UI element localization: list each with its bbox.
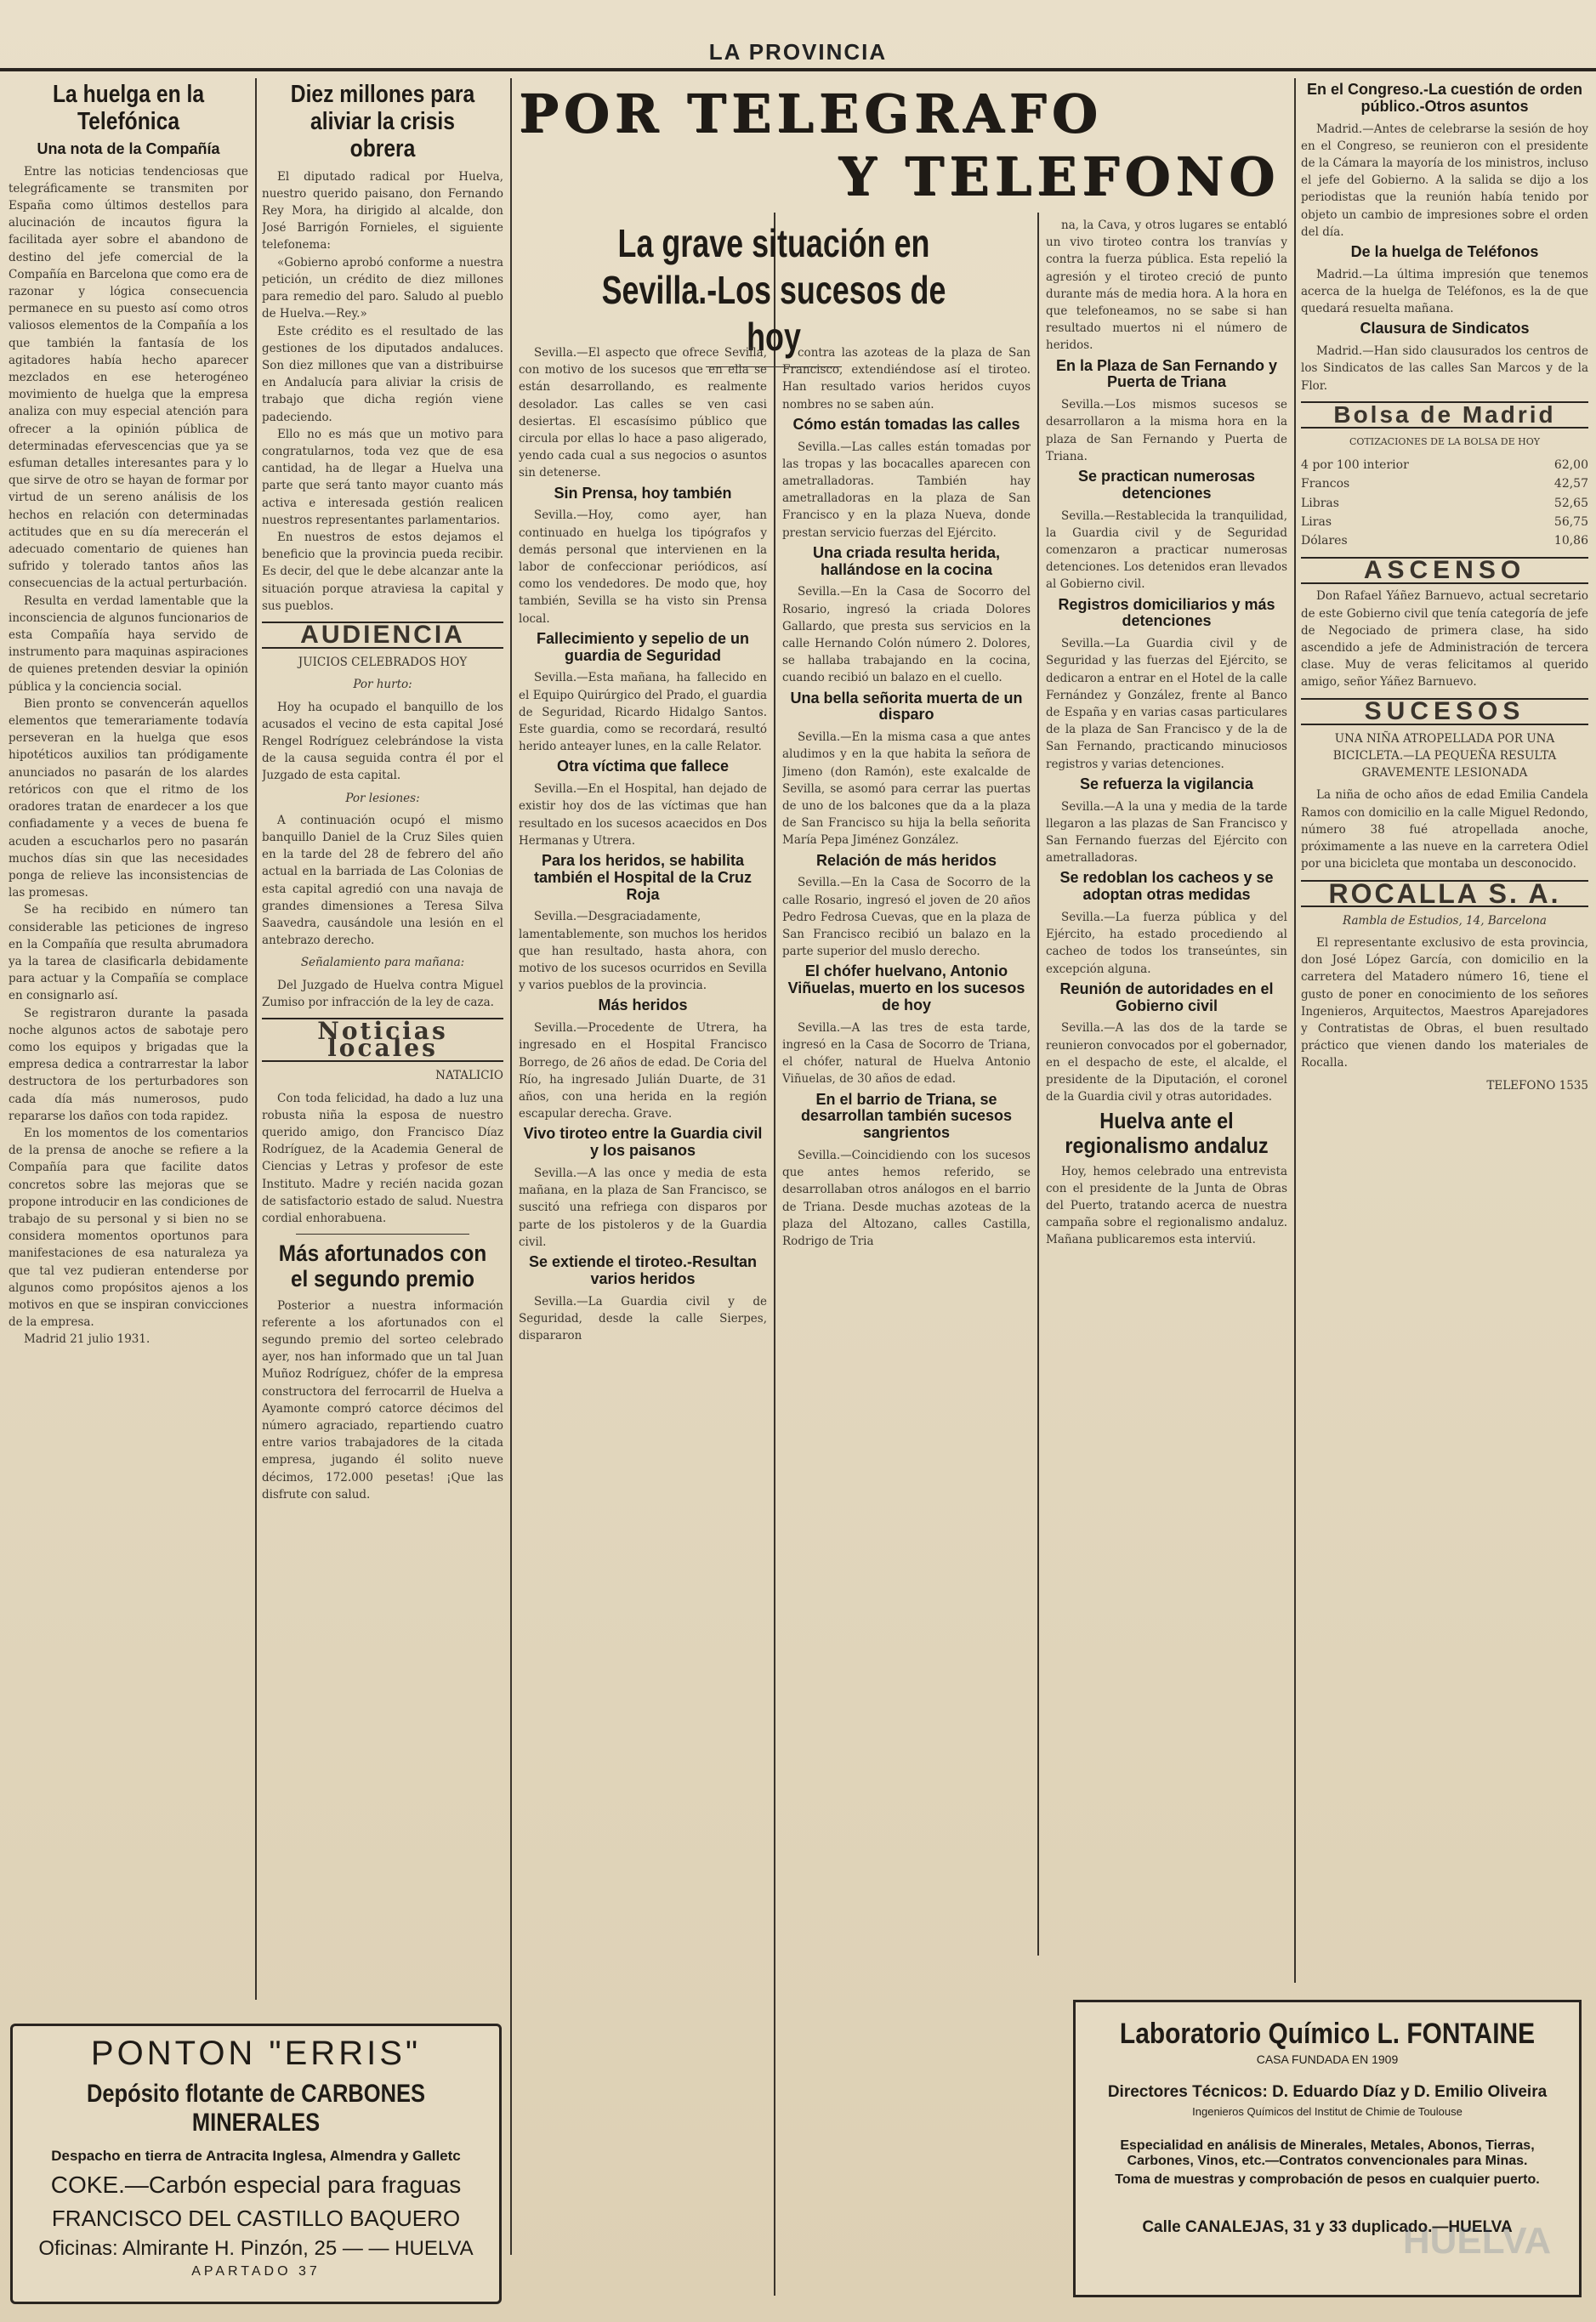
paragraph: Sevilla.—La Guardia civil y de Seguridad, desde la calle Sierpes, dispararon — [519, 1294, 767, 1343]
paragraph: Sevilla.—Coincidiendo con los sucesos que antes hemos referido, se desarrollaban otros análogos en el barrio de Triana. Desde muchas azoteas de la plaza del Altozano, calles Castilla, Rodrigo de Tria — [782, 1149, 1031, 1249]
column-divider — [774, 213, 775, 2296]
headline-premio: Más afortunados con el segundo premio — [278, 1240, 487, 1292]
subhead: En el Congreso.-La cuestión de orden público.-Otros asuntos — [1306, 81, 1583, 115]
paragraph: El representante exclusivo de esta provincia, don José López García, con domicilio en la carretera del Matadero número 16, tiene el gusto de poner en conocimiento de los señores Ingenieros, Arquitectos, Maestros Aparejadores y Contratistas de Obras, el buen resultado práctico que vienen dando los materiales de Rocalla. — [1301, 935, 1588, 1070]
quote-label: Libras — [1301, 496, 1339, 510]
divider — [296, 1234, 469, 1235]
paragraph: Resulta en verdad lamentable que la inconsciencia de algunos funcionarios de esta Compañía haya servido de instrumento para maquinas aspiraciones de quienes pretenden desviar la opinión pública y la conciencia social. — [9, 593, 248, 694]
subhead: Otra víctima que fallece — [556, 758, 730, 775]
subhead: Reunión de autoridades en el Gobierno civil — [1059, 979, 1274, 1014]
quote-value: 62,00 — [1553, 458, 1588, 473]
paragraph: Sevilla.—La fuerza pública y del Ejército, ha estado procediendo al cacheo de todos los transeúntes, sin excepción alguna. — [1046, 911, 1287, 976]
paragraph: Sevilla.—Procedente de Utrera, ha ingresado en el Hospital Francisco Borrego, de 26 años de edad. De Coria del Río, ha ingresado Julián Duarte, de 31 años, con una herida en la región escapular derecha. Grave. — [519, 1021, 767, 1121]
subhead: En la Plaza de San Fernando y Puerta de Triana — [1055, 356, 1278, 391]
table-row — [1301, 456, 1588, 474]
paragraph: Sevilla.—En el Hospital, han dejado de existir hoy dos de las víctimas que han resultado en los sucesos acaecidos en Dos Hermanas y Utrera. — [519, 782, 767, 848]
subhead: El chófer huelvano, Antonio Viñuelas, muerto en los sucesos de hoy — [787, 962, 1025, 1014]
quote-value: 10,86 — [1553, 534, 1588, 548]
dateline: Madrid 21 julio 1931. — [24, 1332, 151, 1347]
quote-label: Francos — [1301, 477, 1350, 491]
subhead: Sin Prensa, hoy también — [554, 484, 732, 502]
column-divider — [510, 78, 512, 2255]
library-watermark: HUELVA — [1402, 2220, 1552, 2262]
subhead: Registros domiciliarios y más detenciones — [1058, 595, 1275, 630]
paragraph: Madrid.—Antes de celebrarse la sesión de hoy en el Congreso, se reunieron con el presidente de la Cámara la mayoría de los ministros, incluso el jefe del Gobierno. A la salida se dijo a los periodistas que la reunión había tenido por objeto un cambio de impresiones sobre el orden del día. — [1301, 122, 1588, 239]
paragraph: Madrid.—La última impresión que tenemos acerca de la huelga de Teléfonos, es la de que quedará resuelta mañana. — [1301, 267, 1588, 316]
paragraph: Posterior a nuestra información referente a los afortunados con el segundo premio del sorteo celebrado ayer, nos han informado que un tal Juan Muñoz Rodríguez, chófer de la empresa constructora del ferrocarril de Huelva a Ayamonte compró catorce décimos del número agraciado, repartiendo cuatro entre varios trabajadores de la citada empresa, jugando él solito nueve décimos, 172.000 pesetas! ¡Que las disfrute con salud. — [262, 1298, 503, 1502]
subhead: Clausura de Sindicatos — [1360, 320, 1530, 338]
paragraph: Sevilla.—A las dos de la tarde se reunieron convocados por el gobernador, en el despacho de este, el alcalde, el presidente de la Diputación, el coronel de la Guardia civil y otras autoridades. — [1046, 1021, 1287, 1104]
natalicio-subtitle: NATALICIO — [435, 1069, 503, 1083]
paragraph: Sevilla.—A la una y media de la tarde llegaron a las plazas de San Francisco y San Fernando fuerzas del Ejército con ametralladoras. — [1046, 799, 1287, 866]
rocalla-phone: TELEFONO 1535 — [1486, 1078, 1588, 1093]
subhead: Más heridos — [598, 996, 688, 1014]
section-ascenso: ASCENSO — [1301, 557, 1588, 584]
ad-line: CASA FUNDADA EN 1909 — [1256, 2052, 1399, 2066]
bolsa-table — [1301, 456, 1588, 550]
subhead: Una criada resulta herida, hallándose en la cocina — [812, 543, 1001, 578]
paragraph: En los momentos de los comentarios de la prensa de anoche se refiere a la Compañía para que facilite datos concretos sobre las mejoras que se propone introducir en las condiciones de trabajo de su personal y si bien no se considera momentos oportunos para manifestaciones de esa naturaleza ya que tal vez pudieran entenderse por algunos como propósitos ajenos a los motivos en que se inspiran convicciones de la empresa. — [9, 1126, 248, 1330]
section-sucesos: SUCESOS — [1301, 698, 1588, 725]
paragraph: Sevilla.—En la Casa de Socorro de la calle Rosario, ingresó el joven de 20 años Pedro Fedrosa Cuevas, que en la plaza de San Francisco recibió un balazo en la parte superior del muslo derecho. — [782, 876, 1031, 959]
paragraph: La niña de ocho años de edad Emilia Candela Ramos con domicilio en la calle Miguel Redondo, número 38 fué atropellada anoche, próximamente a las nueve en la carretera Odiel por una bicicleta que montaba un desconocido. — [1301, 788, 1588, 871]
subhead: Vivo tiroteo entre la Guardia civil y los paisanos — [523, 1125, 763, 1160]
paragraph: «Gobierno aprobó conforme a nuestra petición, un crédito de diez millones para remedio del paro. Saludo al pueblo de Huelva.—Rey.» — [262, 255, 503, 321]
table-row — [1301, 513, 1588, 531]
quote-value: 56,75 — [1553, 514, 1588, 529]
paragraph: Sevilla.—Desgraciadamente, lamentablemente, son muchos los heridos que han resultado, hasta ahora, con motivo de los sucesos ocurridos en Sevilla y varios pueblos de la provincia. — [519, 910, 767, 993]
paragraph: contra las azoteas de la plaza de San Francisco, extendiéndose así el tiroteo. Han resultado varios heridos cuyos nombres no se saben aún. — [782, 346, 1031, 412]
paragraph: Ello no es más que un motivo para congratularnos, toda vez que de esa cantidad, ha de llegar a Huelva una parte que será tanto mayor cuanto más activa e interesada gestión realicen nuestros representantes parlamentarios. — [262, 427, 503, 527]
subhead: Se extiende el tiroteo.-Resultan varios heridos — [528, 1253, 758, 1287]
paragraph: Entre las noticias tendenciosas que telegráficamente se transmiten por España como últimos destellos para alucinación de incautos figura la facilitada ayer sobre el abandono de destino del jefe comercial de la Compañía en Barcelona que como era de razonar y lógica consecuencia permanece en su puesto así como otros valiosos elementos de la Compañía a los que también la fantasía de los agitadores había hecho aparecer mezclados en ese heterogéneo movimiento de huelga que la empresa analiza con muy especial atención para ofrecer a la opinión pública de determinadas efervescencias que ya se esfuman detalles interesantes para y lo que sirve de otro se hayan de formar por virtud de un sereno análisis de los hechos en relación con determinadas actitudes que en su día merecerán el adecuado comentario de quienes han sufrido y tolerado tantos años las consecuencias de la actual perturbación. — [9, 164, 248, 591]
subhead: Para los heridos, se habilita también el Hospital de la Cruz Roja — [533, 852, 753, 903]
subhead: Se practican numerosas detenciones — [1077, 468, 1256, 502]
table-row — [1301, 474, 1588, 493]
ad-title: Laboratorio Químico L. FONTAINE — [1119, 2018, 1536, 2050]
quote-value: 42,57 — [1553, 477, 1588, 491]
subhead: Cómo están tomadas las calles — [792, 415, 1020, 433]
ad-line: Depósito flotante de CARBONES MINERALES — [86, 2080, 426, 2137]
subhead: Huelva ante el regionalismo andaluz — [1065, 1108, 1269, 1159]
paragraph: Hoy ha ocupado el banquillo de los acusados el vecino de esta capital José Rengel Rodríguez celebrándose la vista de la causa seguida contra él por el Juzgado de esta capital. — [262, 700, 503, 783]
rocalla-address: Rambla de Estudios, 14, Barcelona — [1343, 913, 1547, 928]
column-5 — [1046, 217, 1287, 1968]
subhead: Relación de más heridos — [815, 851, 997, 869]
audiencia-heading: Por lesiones: — [345, 791, 420, 805]
column-divider — [1037, 213, 1039, 1956]
audiencia-subtitle: JUICIOS CELEBRADOS HOY — [298, 656, 468, 670]
ad-line: Oficinas: Almirante H. Pinzón, 25 — — HUELVA — [38, 2237, 474, 2260]
paragraph: Madrid.—Han sido clausurados los centros de los Sindicatos de las calles San Marcos y de la Flor. — [1301, 344, 1588, 393]
paragraph: Sevilla.—Esta mañana, ha fallecido en el Equipo Quirúrgico del Prado, el guardia de Seguridad, Ricardo Hidalgo Santos. Este guardia, como se recordará, resultó herido anteayer lunes, en la calle Relator. — [519, 671, 767, 754]
table-row — [1301, 531, 1588, 550]
lead-title: La grave situación en Sevilla.-Los sucesos de hoy — [601, 221, 946, 360]
paragraph: Sevilla.—Hoy, como ayer, han continuado en huelga los tipógrafos y demás personal que intervienen en la labor de confeccionar periódicos, así como los vendedores. De modo que, hoy también, Sevilla se ha visto sin Prensa local. — [519, 508, 767, 626]
column-3 — [519, 344, 767, 2317]
section-noticias-locales: Noticias locales — [262, 1018, 503, 1062]
ad-line: Especialidad en análisis de Minerales, Metales, Abonos, Tierras, Carbones, Vinos, etc.—Contratos convencionales para Minas. — [1120, 2138, 1535, 2168]
subhead-nota: Una nota de la Compañía — [37, 139, 220, 157]
paragraph: na, la Cava, y otros lugares se entabló un vivo tiroteo contra los tranvías y contra la fuerza pública. Esta repelió la agresión y el tiroteo creció de punto durante más de media hora. A la hora en que telefoneamos, no se sabe si han resultado muertos ni el número de heridos. — [1046, 219, 1287, 353]
ad-line: Calle CANALEJAS, 31 y 33 duplicado.—HUELVA — [1142, 2218, 1513, 2236]
ad-line: Despacho en tierra de Antracita Inglesa, Almendra y Galletc — [51, 2148, 461, 2164]
paragraph: Sevilla.—Las calles están tomadas por las tropas y las bocacalles aparecen con ametralladoras. También hay ametralladoras en la plaza de San Francisco y en la plaza Nueva, donde prestan servicio fuerzas del Ejército. — [782, 440, 1031, 540]
paragraph: Sevilla.—El aspecto que ofrece Sevilla, con motivo de los sucesos que en ella se están desarrollando, es realmente desolador. Las calles se ven casi desiertas. El escasísimo público que circula por ellas lo hace a paso aligerado, yendo cada cual a sus negocios o asuntos sin detenerse. — [519, 346, 767, 480]
paragraph: Se registraron durante la pasada noche algunos actos de sabotaje pero como los equipos y brigadas que la empresa dedica a contrarrestar la labor destructora de los perturbadores son cada día más numerosos, pudo repararse los daños con toda rapidez. — [9, 1006, 248, 1123]
ad-line: COKE.—Carbón especial para fraguas — [50, 2172, 462, 2198]
paragraph: Este crédito es el resultado de las gestiones de los diputados andaluces. Son diez millones que van a distribuirse en Andalucía para aliviar la crisis de trabajo que dicha región viene padeciendo. — [262, 324, 503, 424]
paragraph: A continuación ocupó el mismo banquillo Daniel de la Cruz Siles quien en la tarde del 28 de febrero del año actual en la barriada de Las Colonias de esta capital agredió con una navaja de grandes dimensiones a Teresa Silva Saavedra, causándole una lesión en el antebrazo derecho. — [262, 813, 503, 948]
banner-line-1: POR TELEGRAFO — [519, 82, 1103, 145]
paragraph: Se ha recibido en número tan considerable las peticiones de ingreso en la Compañía que resulta abrumadora ya la tarea de clasificarla debidamente para actuar y la Compañía se complace en consignarlo así. — [9, 903, 248, 1003]
section-bolsa: Bolsa de Madrid — [1301, 401, 1588, 429]
banner — [519, 78, 1288, 206]
paragraph: El diputado radical por Huelva, nuestro querido paisano, don Fernando Rey Mora, ha dirigido al alcalde, don José Barrigón Fornieles, el siguiente telefonema: — [262, 169, 503, 253]
audiencia-heading: Por hurto: — [353, 678, 412, 692]
ad-line: APARTADO 37 — [191, 2264, 321, 2279]
paragraph: Hoy, hemos celebrado una entrevista con el presidente de la Junta de Obras del Puerto, tratando acerca de nuestra campaña sobre el regionalismo andaluz. Mañana publicaremos esta interviú. — [1046, 1164, 1287, 1247]
column-divider — [1294, 78, 1296, 1983]
paragraph: Sevilla.—Los mismos sucesos se desarrollaron a la misma hora en la plaza de San Fernando y Puerta de Triana. — [1046, 398, 1287, 463]
quote-value: 52,65 — [1553, 496, 1588, 510]
quote-label: Dólares — [1301, 534, 1348, 548]
ad-ponton-erris — [10, 2024, 502, 2304]
top-rule — [0, 68, 1596, 71]
column-2 — [262, 78, 503, 2000]
headline-diez-millones: Diez millones para aliviar la crisis obrera — [290, 81, 475, 162]
ad-line: Directores Técnicos: D. Eduardo Díaz y D. Emilio Oliveira — [1107, 2083, 1548, 2101]
paragraph: Sevilla.—En la misma casa a que antes aludimos y en la que habita la señora de Jimeno (don Ramón), este exalcalde de Sevilla, se asomó para cerrar las puertas de uno de los balcones que da a la plaza de San Francisco su hija la bella señorita María Pepa Jiménez González. — [782, 730, 1031, 848]
ad-line: FRANCISCO DEL CASTILLO BAQUERO — [51, 2206, 461, 2231]
banner-line-2: Y TELEFONO — [838, 145, 1280, 207]
column-6 — [1301, 78, 1588, 1983]
paragraph: Don Rafael Yáñez Barnuevo, actual secretario de este Gobierno civil que tenía categoría de jefe de Negociado de primera clase, ha sido ascendido a jefe de Administración de tercera clase. Muy de veras felicitamos al querido amigo, señor Yáñez Barnuevo. — [1301, 589, 1588, 690]
section-audiencia: AUDIENCIA — [262, 622, 503, 649]
subhead: Fallecimiento y sepelio de un guardia de Seguridad — [536, 629, 750, 664]
subhead: En el barrio de Triana, se desarrollan también sucesos sangrientos — [800, 1090, 1013, 1142]
paragraph: En nuestros de estos dejamos el beneficio que la provincia pueda recibir. Es decir, del que le debe alcanzar ante la situación porque atraviesa la capital y sus pueblos. — [262, 530, 503, 613]
paragraph: Sevilla.—A las tres de esta tarde, ingresó en la Casa de Socorro de Triana, el chófer, natural de Huelva Antonio Viñuelas, de 30 años de edad. — [782, 1020, 1031, 1087]
section-rocalla: ROCALLA S. A. — [1301, 880, 1588, 907]
quote-label: Liras — [1301, 514, 1332, 529]
ad-line: Ingenieros Químicos del Institut de Chimie de Toulouse — [1192, 2105, 1463, 2118]
ad-title: PONTON "ERRIS" — [90, 2035, 422, 2072]
column-4 — [782, 344, 1031, 2317]
subhead: Se refuerza la vigilancia — [1079, 775, 1254, 792]
quote-label: 4 por 100 interior — [1301, 458, 1409, 473]
bolsa-subtitle: COTIZACIONES DE LA BOLSA DE HOY — [1349, 436, 1541, 448]
sucesos-subtitle: UNA NIÑA ATROPELLADA POR UNA BICICLETA.—LA PEQUEÑA RESULTA GRAVEMENTE LESIONADA — [1332, 731, 1557, 781]
column-divider — [255, 78, 257, 2000]
subhead: Una bella señorita muerta de un disparo — [790, 689, 1023, 724]
column-1 — [9, 78, 248, 2000]
paragraph: Sevilla.—Restablecida la tranquilidad, la Guardia civil y de Seguridad comenzaron a practicar numerosas detenciones. Los detenidos eran llevados al Gobierno civil. — [1046, 508, 1287, 592]
paragraph: Con toda felicidad, ha dado a luz una robusta niña la esposa de nuestro querido amigo, don Francisco Díaz Rodríguez, de la Academia General de Ciencias y Letras y profesor de este Instituto. Madre y recién nacida gozan de satisfactorio estado de salud. Nuestra cordial enhorabuena. — [262, 1091, 503, 1226]
subhead: De la huelga de Teléfonos — [1350, 243, 1539, 261]
paragraph: Sevilla.—A las once y media de esta mañana, en la plaza de San Francisco, se suscitó una refriega con disparos por parte de los pistoleros y de la Guardia civil. — [519, 1167, 767, 1249]
table-row — [1301, 494, 1588, 513]
paragraph: Bien pronto se convencerán aquellos elementos que temerariamente todavía perseveran en la huelga que esos hipotéticos auxilios tan pródigamente anunciados no pasarán de los alardes retóricos con que el ritmo de los oradores tratan de enardecer a los que confiadamente y a veces de buena fe acuden a escucharlos pero no pasarán muchos días sin que las necesidades ponga de relieve las inconsistencias de las promesas. — [9, 696, 248, 900]
paragraph: Sevilla.—La Guardia civil y de Seguridad y las fuerzas del Ejército, se dedicaron a entrar en el Hotel de la calle Fernández y González, frente al Banco de España y en varias casas particulares de la plaza de San Francisco y de la de San Fernando, practicando minuciosos registros y varias detenciones. — [1046, 637, 1287, 771]
ad-line: Toma de muestras y comprobación de pesos en cualquier puerto. — [1115, 2172, 1540, 2187]
headline-telefonica: La huelga en la Telefónica — [52, 81, 205, 135]
paragraph: Sevilla.—En la Casa de Socorro del Rosario, ingresó la criada Dolores Gallardo, que presta sus servicios en la calle Hernando Colón número 2. Dolores, se hallaba trabajando en la cocina, cuando recibió un balazo en el cuello. — [782, 585, 1031, 685]
audiencia-heading: Señalamiento para mañana: — [300, 956, 465, 970]
masthead: LA PROVINCIA — [708, 39, 888, 65]
paragraph: Del Juzgado de Huelva contra Miguel Zumiso por infracción de la ley de caza. — [262, 978, 503, 1009]
subhead: Se redoblan los cacheos y se adoptan otras medidas — [1059, 869, 1274, 904]
